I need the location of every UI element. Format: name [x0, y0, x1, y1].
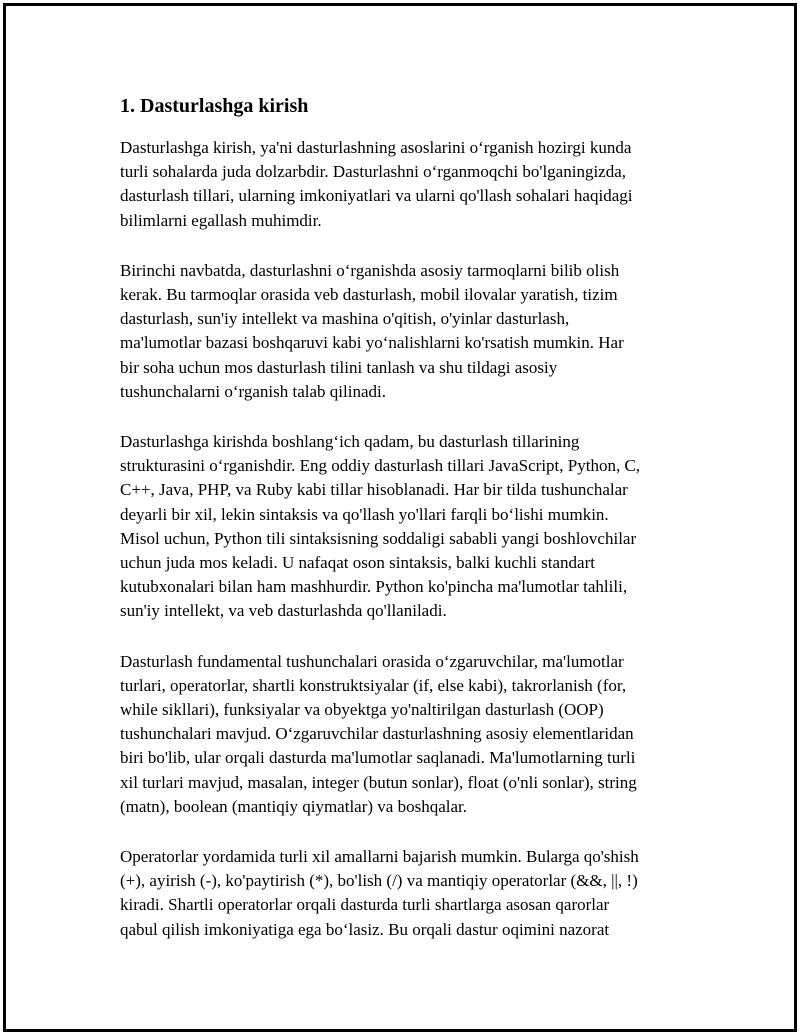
text-line: dasturlash tillari, ularning imkoniyatlari va ularni qo'llash sohalari haqidagi [120, 186, 633, 206]
text-line: xil turlari mavjud, masalan, integer (butun sonlar), float (o'nli sonlar), string [120, 772, 637, 792]
text-line: Operatorlar yordamida turli xil amallarni bajarish mumkin. Bularga qo'shish [120, 847, 639, 867]
paragraph-4 [120, 650, 690, 819]
text-line: turlari, operatorlar, shartli konstruktsiyalar (if, else kabi), takrorlanish (for, [120, 675, 627, 695]
paragraph-3 [120, 430, 690, 624]
text-line: tushunchalari mavjud. O‘zgaruvchilar dasturlashning asosiy elementlaridan [120, 724, 634, 744]
text-line: (+), ayirish (-), ko'paytirish (*), bo'lish (/) va mantiqiy operatorlar (&&, ||, !) [120, 871, 638, 891]
text-line: kiradi. Shartli operatorlar orqali dasturda turli shartlarga asosan qarorlar [120, 895, 610, 915]
text-line: turli sohalarda juda dolzarbdir. Dasturlashni o‘rganmoqchi bo'lganingizda, [120, 162, 627, 182]
paragraph-1 [120, 136, 690, 233]
page-content [120, 94, 690, 968]
text-line: Birinchi navbatda, dasturlashni o‘rganishda asosiy tarmoqlarni bilib olish [120, 260, 620, 280]
paragraph-2 [120, 259, 690, 404]
text-line: Dasturlashga kirishda boshlang‘ich qadam, bu dasturlash tillarining [120, 432, 580, 452]
text-line: C++, Java, PHP, va Ruby kabi tillar hisoblanadi. Har bir tilda tushunchalar [120, 480, 628, 500]
text-line: kerak. Bu tarmoqlar orasida veb dasturlash, mobil ilovalar yaratish, tizim [120, 285, 618, 305]
text-line: while sikllari), funksiyalar va obyektga yo'naltirilgan dasturlash (OOP) [120, 700, 604, 720]
text-line: kutubxonalari bilan ham mashhurdir. Python ko'pincha ma'lumotlar tahlili, [120, 577, 628, 597]
text-line: tushunchalarni o‘rganish talab qilinadi. [120, 381, 386, 401]
paragraph-5 [120, 845, 690, 942]
text-line: strukturasini o‘rganishdir. Eng oddiy dasturlash tillari JavaScript, Python, C, [120, 456, 641, 476]
text-line: ma'lumotlar bazasi boshqaruvi kabi yo‘nalishlarni ko'rsatish mumkin. Har [120, 333, 624, 353]
text-line: bir soha uchun mos dasturlash tilini tanlash va shu tildagi asosiy [120, 357, 558, 377]
text-line: Dasturlashga kirish, ya'ni dasturlashning asoslarini o‘rganish hozirgi kunda [120, 138, 632, 157]
text-line: uchun juda mos keladi. U nafaqat oson sintaksis, balki kuchli standart [120, 553, 595, 573]
text-line: dasturlash, sun'iy intellekt va mashina o'qitish, o'yinlar dasturlash, [120, 309, 570, 329]
text-line: Dasturlash fundamental tushunchalari orasida o‘zgaruvchilar, ma'lumotlar [120, 651, 624, 671]
text-line: biri bo'lib, ular orqali dasturda ma'lumotlar saqlanadi. Ma'lumotlarning turli [120, 748, 636, 768]
section-heading: 1. Dasturlashga kirish [120, 95, 309, 117]
text-line: (matn), boolean (mantiqiy qiymatlar) va boshqalar. [120, 796, 467, 816]
text-line: sun'iy intellekt, va veb dasturlashda qo'llaniladi. [120, 601, 447, 621]
text-line: qabul qilish imkoniyatiga ega bo‘lasiz. Bu orqali dastur oqimini nazorat [120, 919, 610, 939]
text-line: bilimlarni egallash muhimdir. [120, 210, 322, 230]
text-line: Misol uchun, Python tili sintaksisning soddaligi sababli yangi boshlovchilar [120, 528, 637, 548]
page-frame [3, 3, 797, 1032]
text-line: deyarli bir xil, lekin sintaksis va qo'llash yo'llari farqli bo‘lishi mumkin. [120, 504, 609, 524]
